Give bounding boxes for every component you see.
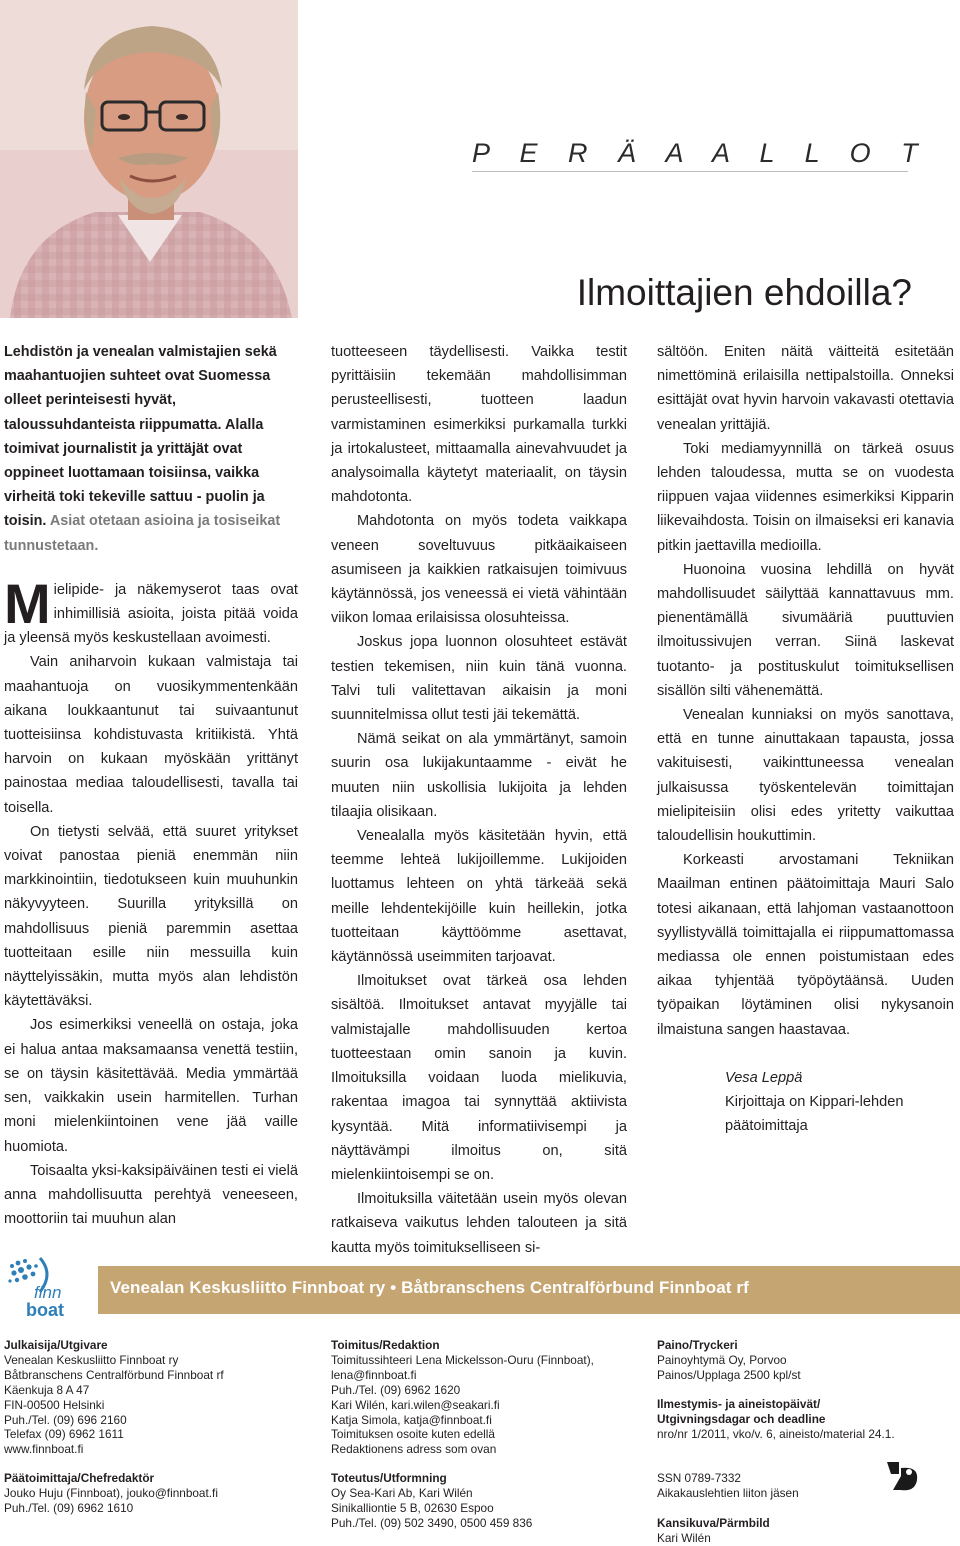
imprint-dates xyxy=(657,1397,895,1442)
imprint-line: Båtbranschens Centralförbund Finnboat rf xyxy=(4,1367,224,1382)
body-paragraph: Joskus jopa luonnon olosuhteet estävät testien tekemisen, niin kuin tänä vuonna. Talvi tuli valitettavan aikaisin ja moni suunnitelmissa ollut testi jäi tekemättä. xyxy=(331,634,627,724)
portrait-illustration xyxy=(0,0,298,318)
body-paragraph: Toisaalta yksi-kaksipäiväinen testi ei vielä anna mahdollisuutta perehtyä veneeseen, moottoriin tai muuhun alan xyxy=(4,1162,298,1228)
signature-role: Kirjoittaja on Kippari-lehden xyxy=(725,1094,904,1111)
imprint-line: Venealan Keskusliitto Finnboat ry xyxy=(4,1352,179,1367)
imprint-line: nro/nr 1/2011, vko/v. 6, aineisto/material 24.1. xyxy=(657,1426,895,1441)
imprint-line: Toimituksen osoite kuten edellä xyxy=(331,1427,495,1442)
lead-text-highlight: Asiat otetaan asioina ja tosiseikat tunnustetaan. xyxy=(4,513,281,554)
imprint-line: Käenkuja 8 A 47 xyxy=(4,1382,90,1397)
body-paragraph: Venealalla myös käsitetään hyvin, että teemme lehteä lukijoillemme. Lukijoiden luottamus lehteen on yhtä tärkeää sekä meille lehdentekijöille kuin heillekin, jotka tuotteitaan käyttöömme asettavat, käytännössä useimmiten tarjoavat. xyxy=(331,828,627,966)
article-column-3 xyxy=(657,340,954,1139)
imprint-heading: Julkaisija/Utgivare xyxy=(4,1338,108,1352)
dropcap-paragraph-text: ielipide- ja näkemyserot taas ovat inhimillisiä asioita, joista pitää voida ja yleensä myös keskustellaan avoimesti. xyxy=(4,581,298,647)
body-paragraph: sältöön. Eniten näitä väitteitä esitetään nimettöminä erilaisilla nettipalstoilla. Onneksi esittäjät ovat hyvin harvoin vakavasti otettavia venealan yrittäjiä. xyxy=(657,344,954,433)
imprint-line: Redaktionens adress som ovan xyxy=(331,1442,497,1457)
body-paragraph: Vain aniharvoin kukaan valmistaja tai maahantuoja on vuosikymmentenkään aikana loukkaantunut tai suivaantunut tuotteisiinsa kohdistuvasta kritiikistä. Yhtä harvoin on kukaan myöskään yrittänyt painostaa mediaa taloudellisesti, tavalla tai toisella. xyxy=(4,654,298,816)
finnboat-banner xyxy=(0,1254,960,1326)
headline: Ilmoittajien ehdoilla? xyxy=(576,272,912,313)
imprint-line: Painoyhtymä Oy, Porvoo xyxy=(657,1352,787,1367)
body-paragraph: Mahdotonta on myös todeta vaikkapa veneen soveltuvuus pitkäaikaiseen asumiseen ja kaikkien ratkaisujen toimivuus käytännössä, jos veneessä ei vietä vähintään viikon lomaa erilaisissa olosuhteissa. xyxy=(331,513,627,627)
imprint-publisher xyxy=(4,1338,224,1457)
body-paragraph: Toki mediamyynnillä on tärkeä osuus lehden taloudessa, mutta se on vuodesta riippuen vajaa viidennes esimerkiksi Kipparin liikevaihdosta. Toisin on ilmaiseksi eri kanavia pitkin jaettavilla medioilla. xyxy=(657,440,954,554)
imprint-production xyxy=(331,1471,532,1531)
imprint-line: Telefax (09) 6962 1611 xyxy=(4,1427,124,1442)
imprint-chief-editor xyxy=(4,1471,218,1516)
signature xyxy=(657,1066,954,1139)
author-portrait xyxy=(0,0,298,318)
imprint-line: lena@finnboat.fi xyxy=(331,1367,417,1382)
imprint-line: Oy Sea-Kari Ab, Kari Wilén xyxy=(331,1485,473,1500)
body-paragraph: tuotteeseen täydellisesti. Vaikka testit pyrittäisiin tekemään mahdollisimman perusteellisesti, tuotteen laadun varmistaminen esimerkiksi purkamalla turkki ja irtokalusteet, mittaamalla ainevahvuudet ja analysoimalla käytetyt materiaalit, on täysin mahdotonta. xyxy=(331,344,627,506)
body-paragraph: Ilmoitukset ovat tärkeä osa lehden sisältöä. Ilmoitukset antavat myyjälle tai valmistajalle mahdollisuuden kertoa tuotteestaan omin sanoin ja kuvin. Ilmoituksilla voidaan luoda mielikuvia, rakentaa imagoa tai synnyttää aktiivista kysyntää. Mitä informatiivisempi ja näyttävämpi ilmoitus on, sitä mielenkiintoisempi se on. xyxy=(331,973,627,1183)
imprint-line: Puh./Tel. (09) 696 2160 xyxy=(4,1412,127,1427)
logo-wordmark-finn: finn xyxy=(34,1283,62,1302)
imprint-line: Aikakauslehtien liiton jäsen xyxy=(657,1485,799,1500)
logo-wordmark-boat: boat xyxy=(26,1300,64,1320)
article-column-1 xyxy=(4,340,298,1231)
finnboat-logo-mark xyxy=(4,1254,94,1326)
imprint-line: Painos/Upplaga 2500 kpl/st xyxy=(657,1367,801,1382)
imprint-cover xyxy=(657,1516,770,1546)
imprint-issn xyxy=(657,1471,799,1501)
lead-paragraph xyxy=(4,340,298,558)
body-paragraph: Korkeasti arvostamani Tekniikan Maailman entinen päätoimittaja Mauri Salo totesi aikanaan, että lahjoman vastaanottoon syyllistyvällä toimittajalla ei riippumattomassa mediassa ole ennen poistumistaan edes aikaa tyhjentää työpöytäänsä. Uuden työpaikan löytäminen olisi nykysanoin ilmaistuna sangen haastavaa. xyxy=(657,852,954,1038)
section-rule xyxy=(472,171,908,172)
imprint-line: Puh./Tel. (09) 6962 1610 xyxy=(4,1500,134,1515)
imprint-line: Katja Simola, katja@finnboat.fi xyxy=(331,1412,492,1427)
imprint-line: Puh./Tel. (09) 6962 1620 xyxy=(331,1382,461,1397)
lead-text: Lehdistön ja venealan valmistajien sekä maahantuojien suhteet ovat Suomessa olleet perinteisesti hyvät, taloussuhdanteista riippumatta. Alalla toimivat journalistit ja yrittäjät ovat oppineet luottamaan toisiinsa, vaikka virheitä toki tekeville sattuu - puolin ja toisin. xyxy=(4,344,277,530)
imprint-heading: Kansikuva/Pärmbild xyxy=(657,1516,770,1530)
imprint-line: Puh./Tel. (09) 502 3490, 0500 459 836 xyxy=(331,1515,533,1530)
imprint-heading: Toteutus/Utformning xyxy=(331,1471,447,1485)
association-logo-mark xyxy=(885,1458,921,1494)
dropcap-paragraph xyxy=(4,571,298,651)
imprint-line: SSN 0789-7332 xyxy=(657,1471,741,1485)
imprint-line: FIN-00500 Helsinki xyxy=(4,1397,105,1412)
body-paragraph: Nämä seikat on ala ymmärtänyt, samoin suurin osa lukijakuntaamme - eivät he muuten niin uskollisia lukijoita ja lehden tilaajia olisikaan. xyxy=(331,731,627,820)
imprint-editorial xyxy=(331,1338,594,1457)
imprint-heading: Toimitus/Redaktion xyxy=(331,1338,440,1352)
signature-role: päätoimittaja xyxy=(725,1118,808,1135)
dropcap-letter: M xyxy=(4,571,51,635)
signature-name: Vesa Leppä xyxy=(725,1069,803,1086)
article-column-2 xyxy=(331,340,627,1260)
association-logo-icon xyxy=(885,1458,921,1494)
imprint-printing xyxy=(657,1338,801,1383)
body-paragraph: Huonoina vuosina lehdillä on hyvät mahdollisuudet säilyttää kannattavuus mm. pienentämällä sivumääriä puuttuvien ilmoitussivujen verran. Siinä laskevat tuotanto- ja postituskulut toimituksellisen sisällön silti vähenemättä. xyxy=(657,561,954,699)
body-paragraph: On tietysti selvää, että suuret yritykset voivat panostaa pieniä enemmän niin markkinointiin, tiedotukseen kuin muuhunkin näkyvyyteen. Suurilla yrityksillä on mahdollisuus pieniä paremmin asettaa tuotteitaan esille niin messuilla kuin näyttelyissäkin, mutta myös alan lehdistön käytettäväksi. xyxy=(4,823,298,1010)
imprint-heading: Ilmestymis- ja aineistopäivät/ xyxy=(657,1397,821,1411)
imprint-heading: Päätoimittaja/Chefredaktör xyxy=(4,1471,155,1485)
imprint-line: Jouko Huju (Finnboat), jouko@finnboat.fi xyxy=(4,1485,218,1500)
body-paragraph: Ilmoituksilla väitetään usein myös olevan ratkaiseva vaikutus lehden talouteen ja sitä kautta myös toimitukselliseen si- xyxy=(331,1191,627,1256)
section-label: P E R Ä A A L L O T xyxy=(472,138,930,168)
banner-text: Venealan Keskusliitto Finnboat ry • Båtbranschens Centralförbund Finnboat rf xyxy=(110,1278,749,1297)
imprint-line: Kari Wilén, kari.wilen@seakari.fi xyxy=(331,1397,500,1412)
imprint-heading: Utgivningsdagar och deadline xyxy=(657,1411,826,1426)
body-paragraph: Venealan kunniaksi on myös sanottava, että en tunne ainuttakaan tapausta, jossa vakituisesti, vaikinttuneessa venealan julkaisussa työskentelevän toimittajan mielipiteisiin olisi edes yritetty vaikuttaa taloudellisin houkuttimin. xyxy=(657,707,954,845)
finnboat-logo xyxy=(4,1254,94,1326)
imprint-line: Toimitussihteeri Lena Mickelsson-Ouru (Finnboat), xyxy=(331,1352,594,1367)
imprint-heading: Paino/Tryckeri xyxy=(657,1338,738,1352)
body-paragraph: Jos esimerkiksi veneellä on ostaja, joka ei halua antaa maksamaansa venettä testiin, se on täysin käsitettävää. Media ymmärtää sen, vaikkakin usein harmitellen. Turhan moni mielenkiintoinen vene jää vaille huomiota. xyxy=(4,1017,298,1155)
imprint-line: Kari Wilén xyxy=(657,1530,711,1545)
imprint-line: Sinikalliontie 5 B, 02630 Espoo xyxy=(331,1500,494,1515)
imprint-link[interactable]: www.finnboat.fi xyxy=(4,1442,84,1457)
